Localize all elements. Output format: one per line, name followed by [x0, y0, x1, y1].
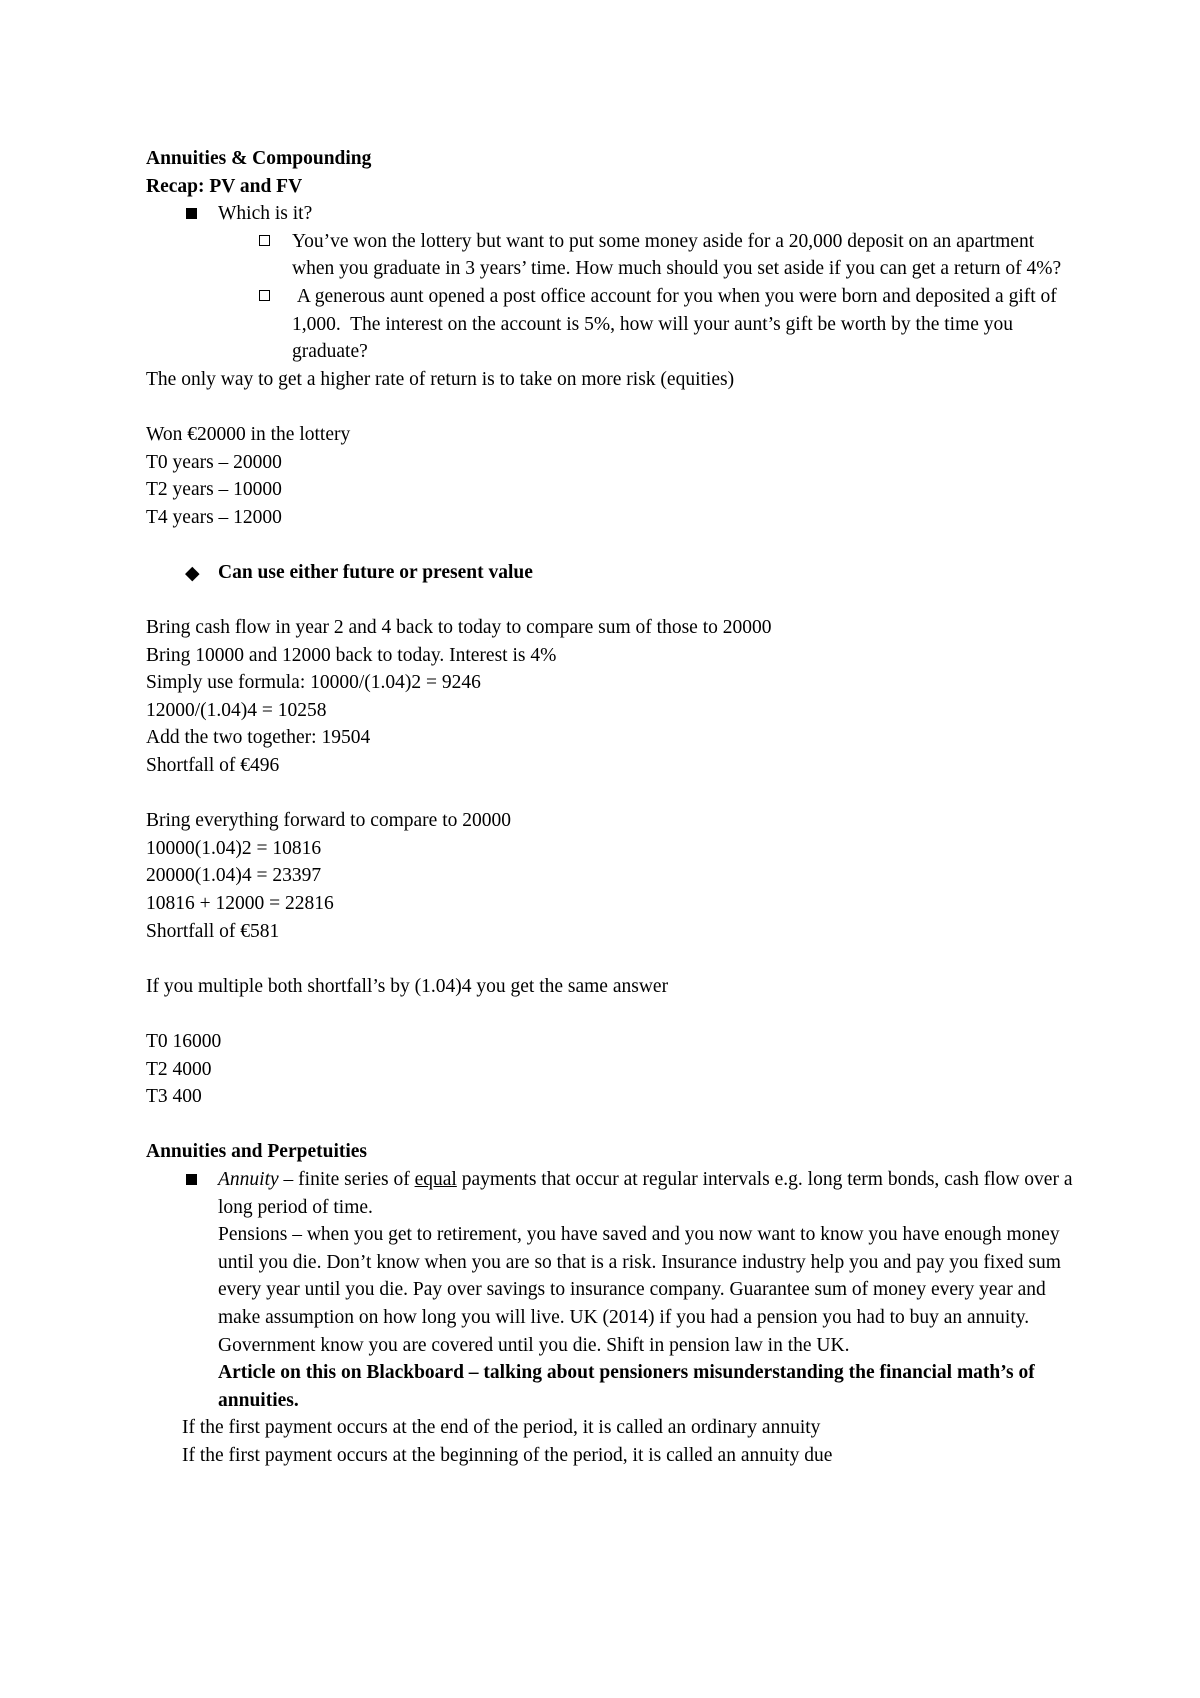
bullet-text: Which is it?	[218, 203, 313, 225]
fv-calc-line: 20000(1.04)4 = 23397	[146, 865, 322, 887]
risk-note: The only way to get a higher rate of return is to take on more risk (equities)	[146, 368, 735, 390]
annuity-term: Annuity	[218, 1168, 279, 1190]
t-value-line: T3 400	[146, 1086, 202, 1108]
pensions-text: Pensions – when you get to retirement, you have saved and you now want to know you have enough money until you die. Don’t know when you are so that is a risk. Insurance industry help you and pay you fixed sum every year until you die. Pay over savings to insurance company. Guarantee sum of money every year and make assumption on how long you will live. UK (2014) if you had a pension you had to buy an annuity. Government know you are covered until you die. Shift in pension law in the UK.	[218, 1224, 1061, 1356]
fv-calc-line: Bring everything forward to compare to 20000	[146, 810, 511, 832]
page-title: Annuities & Compounding	[146, 148, 372, 169]
lottery-line: T2 years – 10000	[146, 479, 282, 501]
section-heading-recap: Recap: PV and FV	[146, 175, 303, 197]
ordinary-annuity-note: If the first payment occurs at the end of the period, it is called an ordinary annuity	[182, 1417, 821, 1439]
article-note: Article on this on Blackboard – talking about pensioners misunderstanding the financial math’s of annuities.	[218, 1362, 1035, 1411]
lottery-line: T4 years – 12000	[146, 506, 282, 528]
multiply-note: If you multiple both shortfall’s by (1.04)4 you get the same answer	[146, 975, 669, 997]
annuity-def-part: payments that occur at regular intervals e.g. long term bonds, cash flow over a long period of time.	[218, 1168, 1078, 1218]
t-value-line: T0 16000	[146, 1031, 222, 1052]
fv-calc-line: 10816 + 12000 = 22816	[146, 893, 334, 915]
bullet-either-value	[146, 559, 1076, 587]
lottery-line: T0 years – 20000	[146, 451, 282, 473]
annuity-definition	[218, 1166, 1076, 1221]
pv-calc-line: Simply use formula: 10000/(1.04)2 = 9246	[146, 672, 481, 694]
document-body	[146, 145, 1076, 1470]
fv-calc-line: 10000(1.04)2 = 10816	[146, 837, 322, 859]
bullet-which-is-it	[146, 200, 1076, 228]
fv-calc-line: Shortfall of €581	[146, 920, 280, 942]
question-text: A generous aunt opened a post office account for you when you were born and deposited a gift of 1,000. The interest on the account is 5%, how will your aunt’s gift be worth by the time you graduate?	[292, 285, 1062, 363]
t-value-line: T2 4000	[146, 1058, 212, 1080]
pv-calc-line: Shortfall of €496	[146, 755, 280, 777]
diamond-bullet-icon: ◆	[185, 562, 200, 584]
question-aunt-gift	[146, 283, 1076, 366]
pv-calc-line: Bring cash flow in year 2 and 4 back to today to compare sum of those to 20000	[146, 617, 772, 639]
section-heading-annuities: Annuities and Perpetuities	[146, 1141, 368, 1163]
question-text: You’ve won the lottery but want to put some money aside for a 20,000 deposit on an apartment when you graduate in 3 years’ time. How much should you set aside if you can get a return of 4%?	[292, 230, 1062, 280]
bullet-text: Can use either future or present value	[218, 561, 533, 583]
square-bullet-icon	[186, 1174, 197, 1185]
annuity-due-note: If the first payment occurs at the beginning of the period, it is called an annuity due	[182, 1444, 833, 1466]
checkbox-icon	[259, 235, 270, 246]
bullet-annuity	[146, 1166, 1076, 1414]
pv-calc-line: Bring 10000 and 12000 back to today. Interest is 4%	[146, 644, 557, 666]
question-lottery	[146, 228, 1076, 283]
checkbox-icon	[259, 290, 270, 301]
annuity-def-part: – finite series of	[278, 1168, 415, 1190]
pv-calc-line: 12000/(1.04)4 = 10258	[146, 699, 327, 721]
lottery-line: Won €20000 in the lottery	[146, 423, 351, 445]
annuity-equal: equal	[414, 1168, 457, 1190]
square-bullet-icon	[186, 208, 197, 219]
pv-calc-line: Add the two together: 19504	[146, 727, 371, 749]
